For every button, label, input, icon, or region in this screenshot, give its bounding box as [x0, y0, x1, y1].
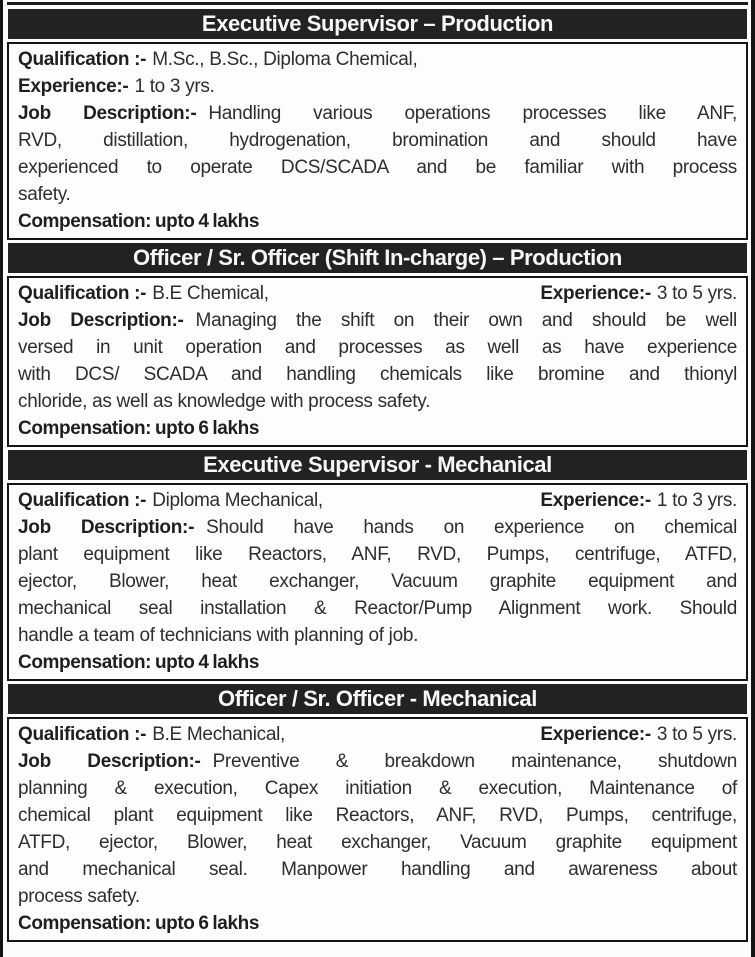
job-title-bar	[8, 450, 747, 480]
job-details-box	[7, 483, 748, 681]
description-line: with DCS/ SCADA and handling chemicals like bromine and thionyl	[18, 364, 737, 385]
experience-group	[540, 280, 737, 307]
job-section	[7, 450, 748, 681]
experience-value: 3 to 5 yrs.	[656, 724, 737, 745]
compensation-text: Compensation: upto 6 lakhs	[18, 418, 260, 439]
description-text: Should have hands on experience on chemical	[206, 517, 737, 538]
page-frame-left	[0, 0, 3, 957]
experience-row	[18, 73, 737, 100]
description-label: Job Description:-	[18, 517, 195, 538]
job-title: Executive Supervisor – Production	[201, 11, 554, 36]
compensation-text: Compensation: upto 4 lakhs	[18, 652, 260, 673]
qualification-group	[18, 721, 285, 748]
description-line: ATFD, ejector, Blower, heat exchanger, Vacuum graphite equipment	[18, 832, 737, 853]
top-edge-line	[7, 2, 748, 5]
job-details-box	[7, 42, 748, 240]
qualification-group	[18, 487, 323, 514]
description-line: plant equipment like Reactors, ANF, RVD, Pumps, centrifuge, ATFD,	[18, 544, 737, 565]
qualification-experience-row	[18, 280, 737, 307]
experience-label: Experience:-	[18, 76, 129, 97]
description-text: Managing the shift on their own and should be well	[195, 310, 737, 331]
description-line	[18, 514, 737, 541]
description-text: Handling various operations processes like ANF,	[208, 103, 737, 124]
page-frame-right	[751, 0, 755, 957]
qualification-value: Diploma Mechanical,	[152, 490, 323, 511]
qualification-row	[18, 46, 737, 73]
qualification-value: B.E Mechanical,	[152, 724, 285, 745]
job-details-box	[7, 276, 748, 447]
description-label: Job Description:-	[18, 751, 201, 772]
description-line: ejector, Blower, heat exchanger, Vacuum graphite equipment and	[18, 571, 737, 592]
description-line: chemical plant equipment like Reactors, ANF, RVD, Pumps, centrifuge,	[18, 805, 737, 826]
description-line: safety.	[18, 184, 71, 205]
description-line: chloride, as well as knowledge with process safety.	[18, 391, 431, 412]
description-line: mechanical seal installation & Reactor/Pump Alignment work. Should	[18, 598, 737, 619]
experience-label: Experience:-	[540, 490, 651, 511]
job-title: Officer / Sr. Officer (Shift In-charge) – Production	[133, 245, 622, 270]
qualification-group	[18, 280, 269, 307]
description-line	[18, 307, 737, 334]
description-line: experienced to operate DCS/SCADA and be familiar with process	[18, 157, 737, 178]
description-label: Job Description:-	[18, 103, 197, 124]
experience-value: 3 to 5 yrs.	[656, 283, 737, 304]
job-title: Executive Supervisor - Mechanical	[203, 452, 552, 477]
description-label: Job Description:-	[18, 310, 184, 331]
description-line	[18, 748, 737, 775]
job-section	[7, 9, 748, 240]
description-line: handle a team of technicians with planning of job.	[18, 625, 419, 646]
job-details-box	[7, 717, 748, 942]
experience-label: Experience:-	[540, 724, 651, 745]
description-line: versed in unit operation and processes as well as have experience	[18, 337, 737, 358]
qualification-experience-row	[18, 487, 737, 514]
qualification-value: M.Sc., B.Sc., Diploma Chemical,	[152, 49, 418, 70]
qualification-experience-row	[18, 721, 737, 748]
qualification-value: B.E Chemical,	[152, 283, 269, 304]
job-section	[7, 243, 748, 447]
qualification-label: Qualification :-	[18, 49, 147, 70]
experience-label: Experience:-	[540, 283, 651, 304]
description-line: and mechanical seal. Manpower handling and awareness about	[18, 859, 737, 880]
description-text: Preventive & breakdown maintenance, shutdown	[212, 751, 737, 772]
experience-value: 1 to 3 yrs.	[656, 490, 737, 511]
description-line: RVD, distillation, hydrogenation, bromination and should have	[18, 130, 737, 151]
qualification-label: Qualification :-	[18, 490, 147, 511]
description-line: planning & execution, Capex initiation & execution, Maintenance of	[18, 778, 737, 799]
qualification-label: Qualification :-	[18, 283, 147, 304]
compensation-text: Compensation: upto 4 lakhs	[18, 211, 260, 232]
job-title-bar	[8, 243, 747, 273]
description-line: process safety.	[18, 886, 140, 907]
description-line	[18, 100, 737, 127]
job-title-bar	[8, 9, 747, 39]
compensation-text: Compensation: upto 6 lakhs	[18, 913, 260, 934]
job-title: Officer / Sr. Officer - Mechanical	[218, 686, 537, 711]
experience-group	[540, 721, 737, 748]
experience-value: 1 to 3 yrs.	[134, 76, 215, 97]
job-section	[7, 684, 748, 942]
experience-group	[540, 487, 737, 514]
job-title-bar	[8, 684, 747, 714]
qualification-label: Qualification :-	[18, 724, 147, 745]
